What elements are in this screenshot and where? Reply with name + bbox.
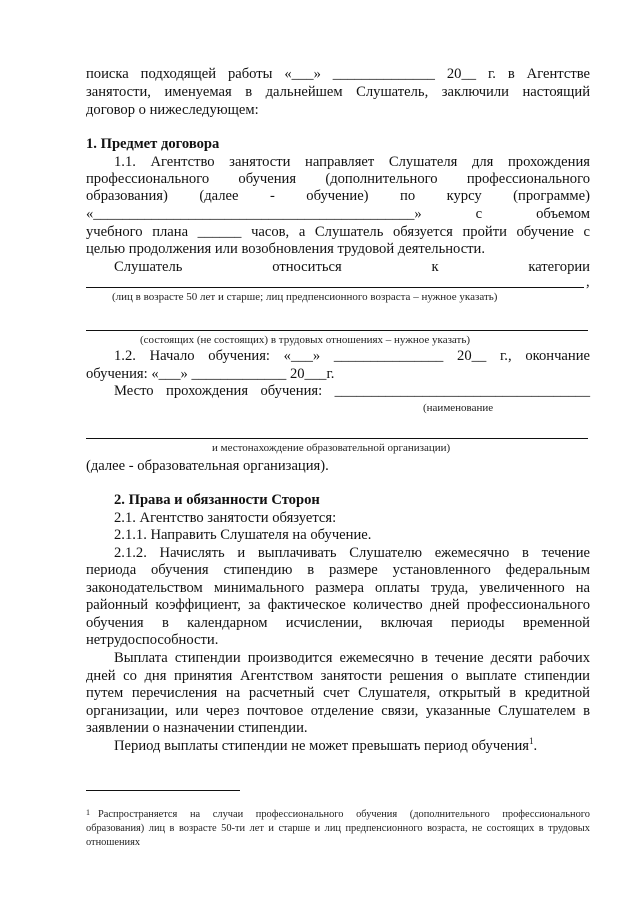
text-line: 2.1.2. Начислять и выплачивать Слушателю ежемесячно в течение <box>114 545 590 561</box>
text-line: 1.1. Агентство занятости направляет Слушателя для прохождения <box>114 154 590 170</box>
section-1-heading: 1. Предмет договора <box>86 136 220 152</box>
text-line: учебного плана ______ часов, а Слушатель обязуется пройти обучение с <box>86 224 590 240</box>
text-line: организации, или через почтовое отделение связи, указанные Слушателем в <box>86 703 590 719</box>
text-line: «____________________________________________» с объемом <box>86 206 590 222</box>
text-line: дней со дня принятия Агентством занятости решения о выплате стипендии <box>86 668 590 684</box>
blank-line <box>86 287 584 288</box>
text-line: обучения: «___» _____________ 20___г. <box>86 366 335 382</box>
text-line: районный коэффициент, за фактическое количество дней профессионального <box>86 597 590 613</box>
blank-line <box>86 438 588 439</box>
text-line: нетрудоспособности. <box>86 632 219 648</box>
text-line-content: Период выплаты стипендии не может превышать период обучения <box>114 738 530 754</box>
text-line: 2.1. Агентство занятости обязуется: <box>114 510 337 526</box>
text-line: профессионального обучения (дополнительного профессионального <box>86 171 590 187</box>
footnote-line: отношениях <box>86 837 141 848</box>
text-line: обучения в календарном исчислении, включая периоды временной <box>86 615 590 631</box>
text-line: путем перечисления на расчетный счет Слушателя, открытый в кредитной <box>86 685 590 701</box>
text-line: периода обучения стипендию в размере установленного федеральным <box>86 562 590 578</box>
text-line: 2.1.1. Направить Слушателя на обучение. <box>114 527 372 543</box>
text-line: Слушатель относиться к категории <box>114 259 590 275</box>
field-caption: (наименование <box>423 402 494 414</box>
text-line: занятости, именуемая в дальнейшем Слушатель, заключили настоящий <box>86 84 590 100</box>
text-line: заявлении о назначении стипендии. <box>86 720 308 736</box>
footnote-line: образования) лиц в возрасте 50-ти лет и старше и лиц предпенсионного возраста, не состоящих в трудовых <box>86 823 590 834</box>
text-line: Выплата стипендии производится ежемесячно в течение десяти рабочих <box>114 650 590 666</box>
footnote-separator <box>86 790 240 791</box>
text-line: целью продолжения или возобновления трудовой деятельности. <box>86 241 486 257</box>
footnote-reference: 1 <box>529 736 534 747</box>
text-line: , <box>586 274 590 290</box>
footnote-mark: 1 <box>86 808 90 817</box>
field-caption: и местонахождение образовательной организации) <box>212 442 451 454</box>
section-2-heading: 2. Права и обязанности Сторон <box>114 492 320 508</box>
field-caption: (лиц в возрасте 50 лет и старше; лиц предпенсионного возраста – нужное указать) <box>112 291 498 303</box>
text-line: образования) (далее - обучение) по курсу (программе) <box>86 188 590 204</box>
field-caption: (состоящих (не состоящих) в трудовых отношениях – нужное указать) <box>140 334 471 346</box>
text-line: поиска подходящей работы «___» ______________ 20__ г. в Агентстве <box>86 66 590 82</box>
text-line: Период выплаты стипендии не может превышать период обучения$^1$. <box>114 736 538 754</box>
text-line: 1.2. Начало обучения: «___» _______________ 20__ г., окончание <box>114 348 590 364</box>
blank-line <box>86 330 588 331</box>
footnote <box>86 808 590 850</box>
text-line: (далее - образовательная организация). <box>86 458 329 474</box>
text-line: договор о нижеследующем: <box>86 102 259 118</box>
footnote-line: Распространяется на случаи профессионального обучения (дополнительного профессионального <box>98 809 590 820</box>
text-line: законодательством минимального размера оплаты труда, увеличенного на <box>86 580 590 596</box>
text-line: Место прохождения обучения: ___________________________________ <box>114 383 590 399</box>
